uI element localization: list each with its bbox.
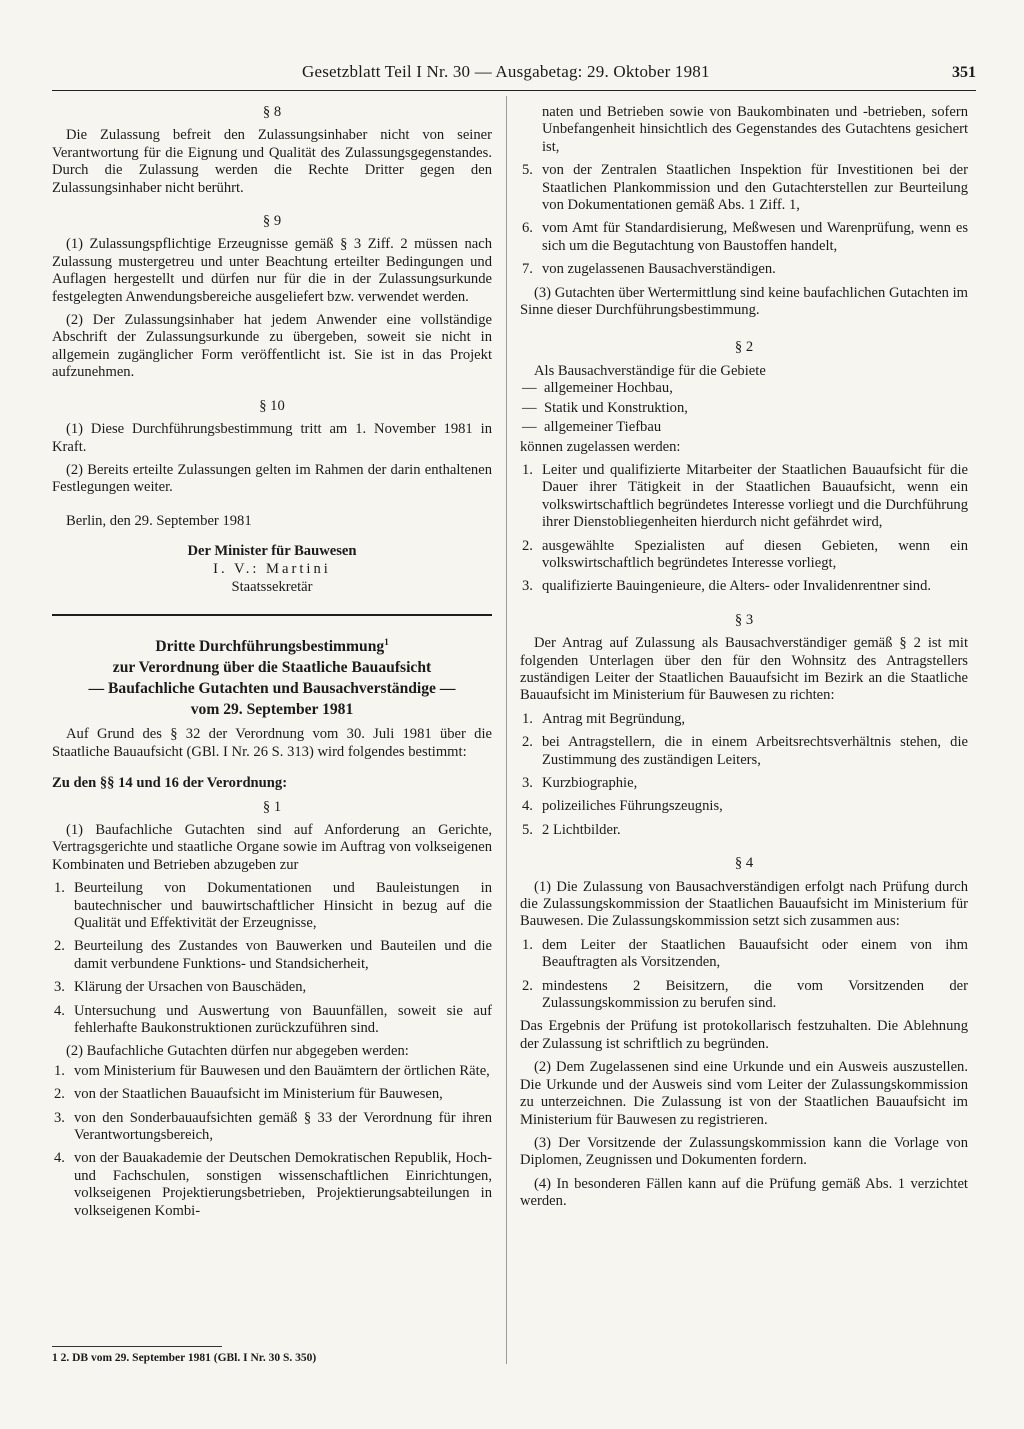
title-line-1-text: Dritte Durchführungsbestimmung bbox=[155, 638, 385, 656]
dash-mark: — bbox=[522, 399, 537, 416]
enumerated-list bbox=[520, 711, 968, 839]
list-item-text: ausgewählte Spezialisten auf diesen Gebieten, wenn ein volkswirtschaftlich begründetes Interesse vorliegt, bbox=[542, 537, 968, 571]
regulation-title bbox=[52, 632, 492, 720]
list-item-text: Leiter und qualifizierte Mitarbeiter der Staatlichen Bauaufsicht für die Dauer ihrer Tätigkeit in der Staatlichen Bauaufsicht, wenn ein volkswirtschaftlich begründetes Interesse vorliegt und die Durchführung ihrer Dienstobliegenheiten hierdurch nicht gefährdet wird, bbox=[542, 461, 968, 531]
list-item-text: von den Sonderbauaufsichten gemäß § 33 der Verordnung für ihren Verantwortungsbereich, bbox=[74, 1109, 492, 1144]
list-item-text: Klärung der Ursachen von Bauschäden, bbox=[74, 979, 307, 996]
list-item-number: 1. bbox=[522, 461, 533, 478]
section-heading: § 2 bbox=[734, 339, 754, 356]
enumerated-list bbox=[520, 462, 968, 596]
minister-deputy: I. V.: Martini bbox=[213, 561, 331, 578]
list-item-text: Antrag mit Begründung, bbox=[542, 710, 686, 727]
list-item-text: vom Ministerium für Bauwesen und den Bauämtern der örtlichen Räte, bbox=[74, 1062, 490, 1079]
list-item-number: 2. bbox=[522, 537, 533, 554]
dash-list bbox=[520, 380, 968, 436]
list-item bbox=[520, 261, 968, 278]
list-item-text: bei Antragstellern, die in einem Arbeitsrechtsverhältnis stehen, die Zustimmung des zuständigen Leiters, bbox=[542, 734, 968, 768]
paragraph: können zugelassen werden: bbox=[520, 438, 681, 455]
enumerated-list bbox=[520, 937, 968, 1013]
list-item-number: 3. bbox=[522, 578, 533, 595]
list-item-number: 5. bbox=[522, 821, 533, 838]
list-item bbox=[52, 938, 492, 973]
section-heading: § 9 bbox=[262, 213, 282, 230]
list-item-number: 1. bbox=[522, 710, 533, 727]
list-item bbox=[520, 798, 968, 815]
page-header bbox=[52, 60, 976, 91]
list-item-number: 3. bbox=[54, 979, 65, 996]
paragraph: (2) Bereits erteilte Zulassungen gelten im Rahmen der darin enthaltenen Festlegungen weiter. bbox=[52, 461, 492, 496]
list-item-number: 6. bbox=[522, 220, 533, 237]
minister-role: Staatssekretär bbox=[231, 579, 313, 596]
footnote-mark: 1 bbox=[384, 637, 389, 648]
dash-mark: — bbox=[522, 419, 537, 436]
minister-title: Der Minister für Bauwesen bbox=[187, 543, 357, 560]
title-line-1 bbox=[52, 632, 492, 657]
list-item-number: 1. bbox=[54, 880, 65, 897]
paragraph: (3) Der Vorsitzende der Zulassungskommission kann die Vorlage von Diplomen, Zeugnissen und Dokumenten fordern. bbox=[520, 1134, 968, 1169]
list-item-number: 3. bbox=[522, 775, 533, 791]
section-heading: § 1 bbox=[262, 798, 282, 815]
paragraph-continued: naten und Betrieben sowie von Baukombinaten und -betrieben, sofern Unbefangenheit hinsichtlich des Gegenstandes des Gutachtens gesichert ist, bbox=[542, 104, 968, 155]
list-item-number: 2. bbox=[54, 1086, 65, 1103]
list-item bbox=[520, 538, 968, 573]
paragraph: (2) Baufachliche Gutachten dürfen nur abgegeben werden: bbox=[66, 1043, 409, 1060]
paragraph: Das Ergebnis der Prüfung ist protokollarisch festzuhalten. Die Ablehnung der Zulassung ist schriftlich zu begründen. bbox=[520, 1018, 968, 1052]
list-item-text: qualifizierte Bauingenieure, die Alters- oder Invalidenrentner sind. bbox=[542, 578, 932, 595]
list-item-text: dem Leiter der Staatlichen Bauaufsicht oder einem von ihm Beauftragten als Vorsitzenden, bbox=[542, 936, 968, 971]
list-item bbox=[52, 880, 492, 932]
section-rule bbox=[52, 614, 492, 616]
paragraph: (3) Gutachten über Wertermittlung sind keine baufachlichen Gutachten im Sinne dieser Durchführungsbestimmung. bbox=[520, 284, 968, 319]
paragraph: (1) Zulassungspflichtige Erzeugnisse gemäß § 3 Ziff. 2 müssen nach Zulassung mustergetreu und unter Beachtung erteilter Bedingungen und Auflagen hergestellt und dürfen nur für die in der Zulassungsurkunde festgelegten Anwendungsbereiche ausgeliefert bzw. verwendet werden. bbox=[52, 236, 492, 305]
list-item-text: Kurzbiographie, bbox=[542, 775, 638, 791]
list-item bbox=[520, 775, 968, 792]
place-date: Berlin, den 29. September 1981 bbox=[66, 512, 252, 529]
list-item-text: Beurteilung des Zustandes von Bauwerken und Bauteilen und die damit verbundene Funktions- und Standsicherheit, bbox=[74, 938, 492, 972]
paragraph: (2) Dem Zugelassenen sind eine Urkunde und ein Ausweis auszustellen. Die Urkunde und der Ausweis sind vom Leiter der Zulassungskommission zu unterzeichnen. Die Zulassung ist von der Staatlichen Bauaufsicht im Ministerium für Bauwesen zu registrieren. bbox=[520, 1059, 968, 1128]
list-item bbox=[520, 162, 968, 214]
header-title: Gesetzblatt Teil I Nr. 30 — Ausgabetag: 29. Oktober 1981 bbox=[302, 62, 710, 81]
column-divider bbox=[506, 96, 507, 1364]
paragraph: (1) Diese Durchführungsbestimmung tritt am 1. November 1981 in Kraft. bbox=[52, 421, 492, 455]
dash-item bbox=[520, 380, 968, 397]
list-item bbox=[520, 578, 968, 595]
footnote-rule bbox=[52, 1346, 222, 1347]
list-item bbox=[520, 937, 968, 972]
list-item-number: 4. bbox=[522, 798, 533, 815]
list-item bbox=[520, 734, 968, 769]
list-item bbox=[52, 1150, 492, 1220]
list-item-number: 1. bbox=[522, 936, 533, 953]
list-item-number: 4. bbox=[54, 1002, 65, 1019]
list-item bbox=[52, 1003, 492, 1038]
list-item-text: polizeiliches Führungszeugnis, bbox=[542, 798, 723, 815]
list-item-text: vom Amt für Standardisierung, Meßwesen und Warenprüfung, wenn es sich um die Begutachtung von Baustoffen handelt, bbox=[542, 220, 968, 254]
list-item-number: 2. bbox=[522, 734, 533, 751]
list-item bbox=[520, 462, 968, 532]
list-item-text: Untersuchung und Auswertung von Bauunfällen, soweit sie auf fehlerhafte Baukonstruktionen zurückzuführen sind. bbox=[74, 1002, 492, 1036]
list-item-number: 2. bbox=[54, 938, 65, 955]
paragraph: Die Zulassung befreit den Zulassungsinhaber nicht von seiner Verantwortung für die Eignung und Qualität des Zulassungsgegenstandes. Durch die Zulassung werden die Rechte Dritter gegen den Zulassungsinhaber nicht berührt. bbox=[52, 127, 492, 196]
list-item bbox=[520, 978, 968, 1013]
list-item-number: 1. bbox=[54, 1062, 65, 1079]
paragraph: Der Antrag auf Zulassung als Bausachverständiger gemäß § 2 ist mit folgenden Unterlagen über den für den Wohnsitz des Antragstellers zuständigen Leiter der Staatlichen Bauaufsicht im Bezirk an die Staatliche Bauaufsicht im Ministerium für Bauwesen zu richten: bbox=[520, 635, 968, 704]
list-item-text: von der Zentralen Staatlichen Inspektion für Investitionen bei der Staatlichen Plankommission und den Gutachterstellen zur Beurteilung von Dokumentationen gemäß Abs. 1 Ziff. 1, bbox=[542, 162, 968, 214]
list-item-text: Beurteilung von Dokumentationen und Bauleistungen in bautechnischer und bauwirtschaftlicher Hinsicht in bezug auf die Qualität und Effektivität der Erzeugnisse, bbox=[74, 880, 492, 931]
list-item-number: 7. bbox=[522, 261, 533, 278]
preamble: Auf Grund des § 32 der Verordnung vom 30. Juli 1981 über die Staatliche Bauaufsicht (GBl. I Nr. 26 S. 313) wird folgendes bestimmt: bbox=[52, 726, 492, 760]
right-column bbox=[520, 104, 968, 1211]
list-item bbox=[520, 822, 968, 839]
list-item-number: 2. bbox=[522, 977, 533, 994]
list-item-text: von der Bauakademie der Deutschen Demokratischen Republik, Hoch- und Fachschulen, sonstigen wissenschaftlichen Einrichtungen, volkseigenen Projektierungsbetrieben, Projektierungsabteilungen in volkseigenen Kombi- bbox=[74, 1150, 492, 1219]
list-item-text: mindestens 2 Beisitzern, die vom Vorsitzenden der Zulassungskommission zu berufen sind. bbox=[542, 977, 968, 1012]
paragraph: (2) Der Zulassungsinhaber hat jedem Anwender eine vollständige Abschrift der Zulassungsurkunde zu übergeben, soweit sie nicht in allgemein zugänglicher Form veröffentlicht ist. Sie ist in das Projekt aufzunehmen. bbox=[52, 312, 492, 381]
page-number: 351 bbox=[952, 64, 976, 81]
dash-item-text: Statik und Konstruktion, bbox=[544, 399, 688, 416]
enumerated-list bbox=[520, 162, 968, 278]
dash-item bbox=[520, 400, 968, 417]
footnote: 1 2. DB vom 29. September 1981 (GBl. I Nr. 30 S. 350) bbox=[52, 1352, 317, 1364]
dash-item-text: allgemeiner Tiefbau bbox=[544, 419, 662, 436]
paragraph: (1) Die Zulassung von Bausachverständigen erfolgt nach Prüfung durch die Zulassungskommission der Staatlichen Bauaufsicht im Ministerium für Bauwesen. Die Zulassungskommission setzt sich zusammen aus: bbox=[520, 878, 968, 930]
list-item-number: 3. bbox=[54, 1109, 65, 1126]
list-item bbox=[520, 220, 968, 255]
list-item bbox=[520, 711, 968, 728]
section-heading: § 3 bbox=[734, 611, 754, 628]
title-line-2: zur Verordnung über die Staatliche Bauaufsicht bbox=[112, 659, 432, 677]
enumerated-list bbox=[52, 1063, 492, 1220]
list-item-number: 5. bbox=[522, 162, 533, 179]
paragraph: (4) In besonderen Fällen kann auf die Prüfung gemäß Abs. 1 verzichtet werden. bbox=[520, 1175, 968, 1210]
paragraph: Als Bausachverständige für die Gebiete bbox=[534, 362, 766, 379]
list-item-text: von zugelassenen Bausachverständigen. bbox=[542, 261, 776, 278]
list-item-number: 4. bbox=[54, 1150, 65, 1167]
list-item bbox=[52, 1086, 492, 1103]
section-heading: § 4 bbox=[734, 855, 754, 872]
paragraph: (1) Baufachliche Gutachten sind auf Anforderung an Gerichte, Vertragsgerichte und staatliche Organe sowie im Auftrag von volkseigenen Kombinaten und Betrieben abzugeben zur bbox=[52, 821, 492, 873]
list-item bbox=[52, 1110, 492, 1145]
title-line-3: — Baufachliche Gutachten und Bausachverständige — bbox=[88, 680, 456, 698]
title-line-4: vom 29. September 1981 bbox=[190, 701, 354, 719]
left-column bbox=[52, 104, 492, 1226]
section-heading: § 8 bbox=[262, 104, 282, 120]
subheading: Zu den §§ 14 und 16 der Verordnung: bbox=[52, 775, 288, 792]
section-heading: § 10 bbox=[259, 397, 285, 414]
list-item bbox=[52, 1063, 492, 1080]
dash-mark: — bbox=[522, 380, 537, 397]
list-item-text: von der Staatlichen Bauaufsicht im Ministerium für Bauwesen, bbox=[74, 1086, 443, 1103]
list-item bbox=[52, 979, 492, 996]
signature-block bbox=[52, 542, 492, 596]
dash-item bbox=[520, 419, 968, 436]
dash-item-text: allgemeiner Hochbau, bbox=[544, 380, 673, 397]
enumerated-list bbox=[52, 880, 492, 1037]
list-item-text: 2 Lichtbilder. bbox=[542, 821, 621, 838]
